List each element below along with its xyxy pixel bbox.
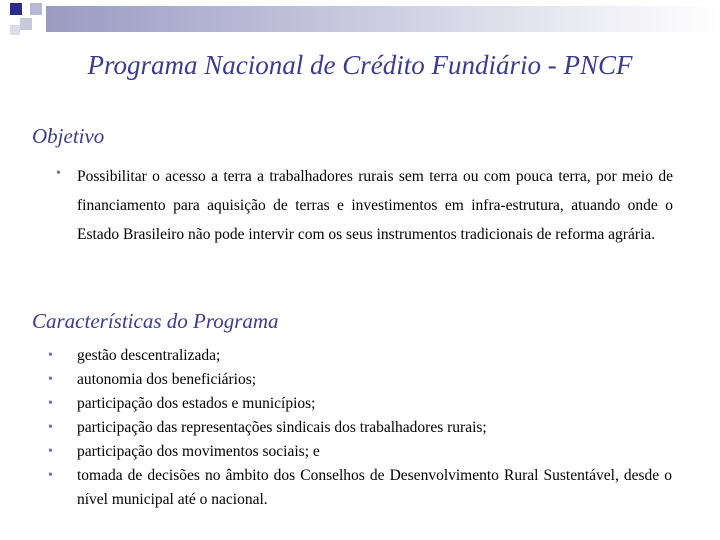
list-item <box>46 344 672 368</box>
list-item-text: tomada de decisões no âmbito dos Conselhos de Desenvolvimento Rural Sustentável, desde o nível municipal até o nacional. <box>77 467 672 508</box>
bullet-icon: • <box>48 372 53 387</box>
list-item <box>46 464 672 512</box>
list-item <box>46 440 672 464</box>
bullet-icon: • <box>48 444 53 459</box>
bullet-icon: • <box>56 166 61 181</box>
caracteristicas-heading: Características do Programa <box>32 309 279 333</box>
list-item-text: participação dos movimentos sociais; e <box>77 443 320 460</box>
list-item-text: gestão descentralizada; <box>77 347 221 364</box>
decor-square-light <box>30 3 42 15</box>
list-item <box>46 416 672 440</box>
caracteristicas-list <box>46 344 672 512</box>
decor-square-dark <box>10 3 22 15</box>
bullet-icon: • <box>48 348 53 363</box>
decor-square-light <box>20 18 32 30</box>
list-item <box>46 368 672 392</box>
header-gradient-bar <box>46 6 720 32</box>
bullet-icon: • <box>48 468 53 483</box>
decor-square-faint <box>10 25 20 35</box>
list-item <box>46 392 672 416</box>
list-item-text: autonomia dos beneficiários; <box>77 371 257 388</box>
objetivo-text: Possibilitar o acesso a terra a trabalhadores rurais sem terra ou com pouca terra, por meio de financiamento para aquisição de terras e investimentos em infra-estrutura, atuando onde o Estado Brasileiro não pode intervir com os seus instrumentos tradicionais de reforma agrária. <box>77 168 673 243</box>
objetivo-heading: Objetivo <box>32 124 105 148</box>
list-item-text: participação dos estados e municípios; <box>77 395 316 412</box>
bullet-icon: • <box>48 396 53 411</box>
slide-title: Programa Nacional de Crédito Fundiário - PNCF <box>87 50 633 80</box>
bullet-icon: • <box>48 420 53 435</box>
list-item-text: participação das representações sindicais dos trabalhadores rurais; <box>77 419 487 436</box>
